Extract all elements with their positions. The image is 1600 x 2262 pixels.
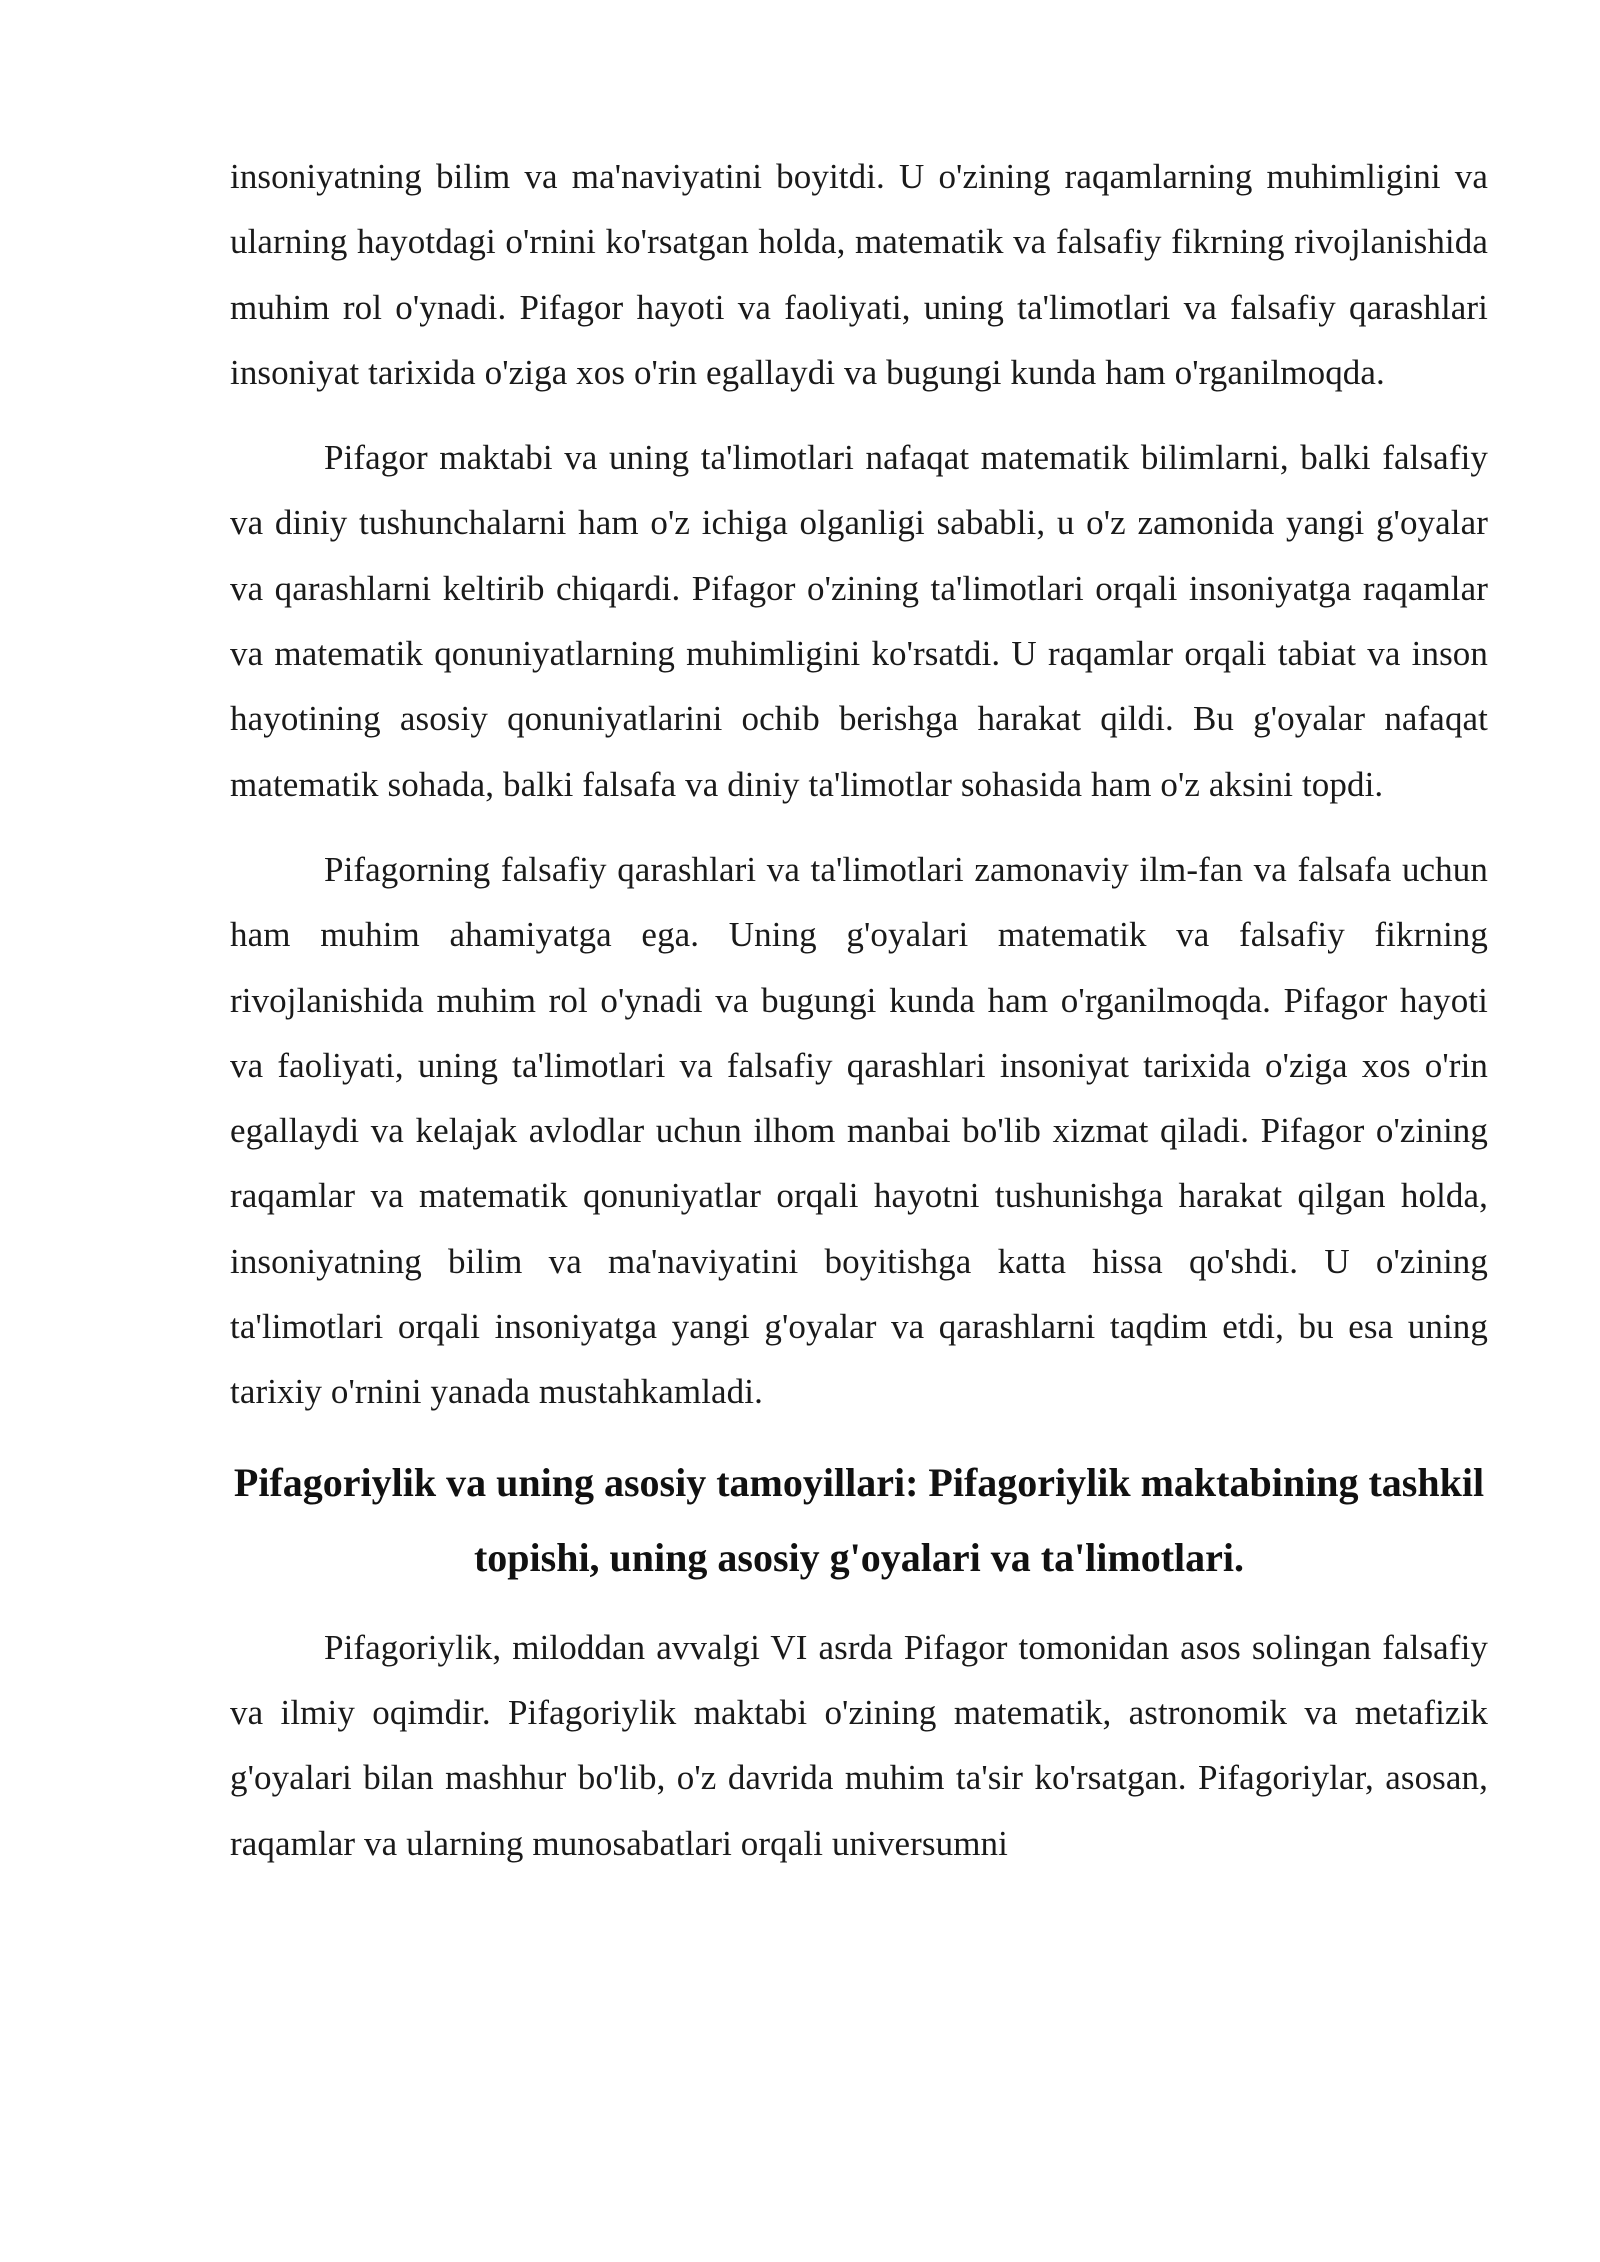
section-heading: Pifagoriylik va uning asosiy tamoyillari: Pifagoriylik maktabining tashkil topishi, uning asosiy g'oyalari va ta'limotlari.	[233, 1459, 1485, 1580]
paragraph-pifagor-philosophy: Pifagorning falsafiy qarashlari va ta'limotlari zamonaviy ilm-fan va falsafa uchun ham muhim ahamiyatga ega. Uning g'oyalari matematik va falsafiy fikrning rivojlanishida muhim rol o'ynadi va bugungi kunda ham o'rganilmoqda. Pifagor hayoti va faoliyati, uning ta'limotlari va falsafiy qarashlari insoniyat tarixida o'ziga xos o'rin egallaydi va kelajak avlodlar uchun ilhom manbai bo'lib xizmat qiladi. Pifagor o'zining raqamlar va matematik qonuniyatlar orqali hayotni tushunishga harakat qilgan holda, insoniyatning bilim va ma'naviyatini boyitishga katta hissa qo'shdi. U o'zining ta'limotlari orqali insoniyatga yangi g'oyalar va qarashlarni taqdim etdi, bu esa uning tarixiy o'rnini yanada mustahkamladi.	[230, 849, 1488, 1412]
paragraph-continuation: insoniyatning bilim va ma'naviyatini boyitdi. U o'zining raqamlarning muhimligini va ularning hayotdagi o'rnini ko'rsatgan holda, matematik va falsafiy fikrning rivojlanishida muhim rol o'ynadi. Pifagor hayoti va faoliyati, uning ta'limotlari va falsafiy qarashlari insoniyat tarixida o'ziga xos o'rin egallaydi va bugungi kunda ham o'rganilmoqda.	[230, 157, 1488, 392]
paragraph-pifagoriylik: Pifagoriylik, miloddan avvalgi VI asrda Pifagor tomonidan asos solingan falsafiy va ilmiy oqimdir. Pifagoriylik maktabi o'zining matematik, astronomik va metafizik g'oyalari bilan mashhur bo'lib, o'z davrida muhim ta'sir ko'rsatgan. Pifagoriylar, asosan, raqamlar va ularning munosabatlari orqali universumni	[230, 1627, 1488, 1863]
document-page	[230, 144, 1488, 1896]
paragraph-pifagor-school: Pifagor maktabi va uning ta'limotlari nafaqat matematik bilimlarni, balki falsafiy va diniy tushunchalarni ham o'z ichiga olganligi sababli, u o'z zamonida yangi g'oyalar va qarashlarni keltirib chiqardi. Pifagor o'zining ta'limotlari orqali insoniyatga raqamlar va matematik qonuniyatlarning muhimligini ko'rsatdi. U raqamlar orqali tabiat va inson hayotining asosiy qonuniyatlarini ochib berishga harakat qildi. Bu g'oyalar nafaqat matematik sohada, balki falsafa va diniy ta'limotlar sohasida ham o'z aksini topdi.	[230, 438, 1488, 804]
